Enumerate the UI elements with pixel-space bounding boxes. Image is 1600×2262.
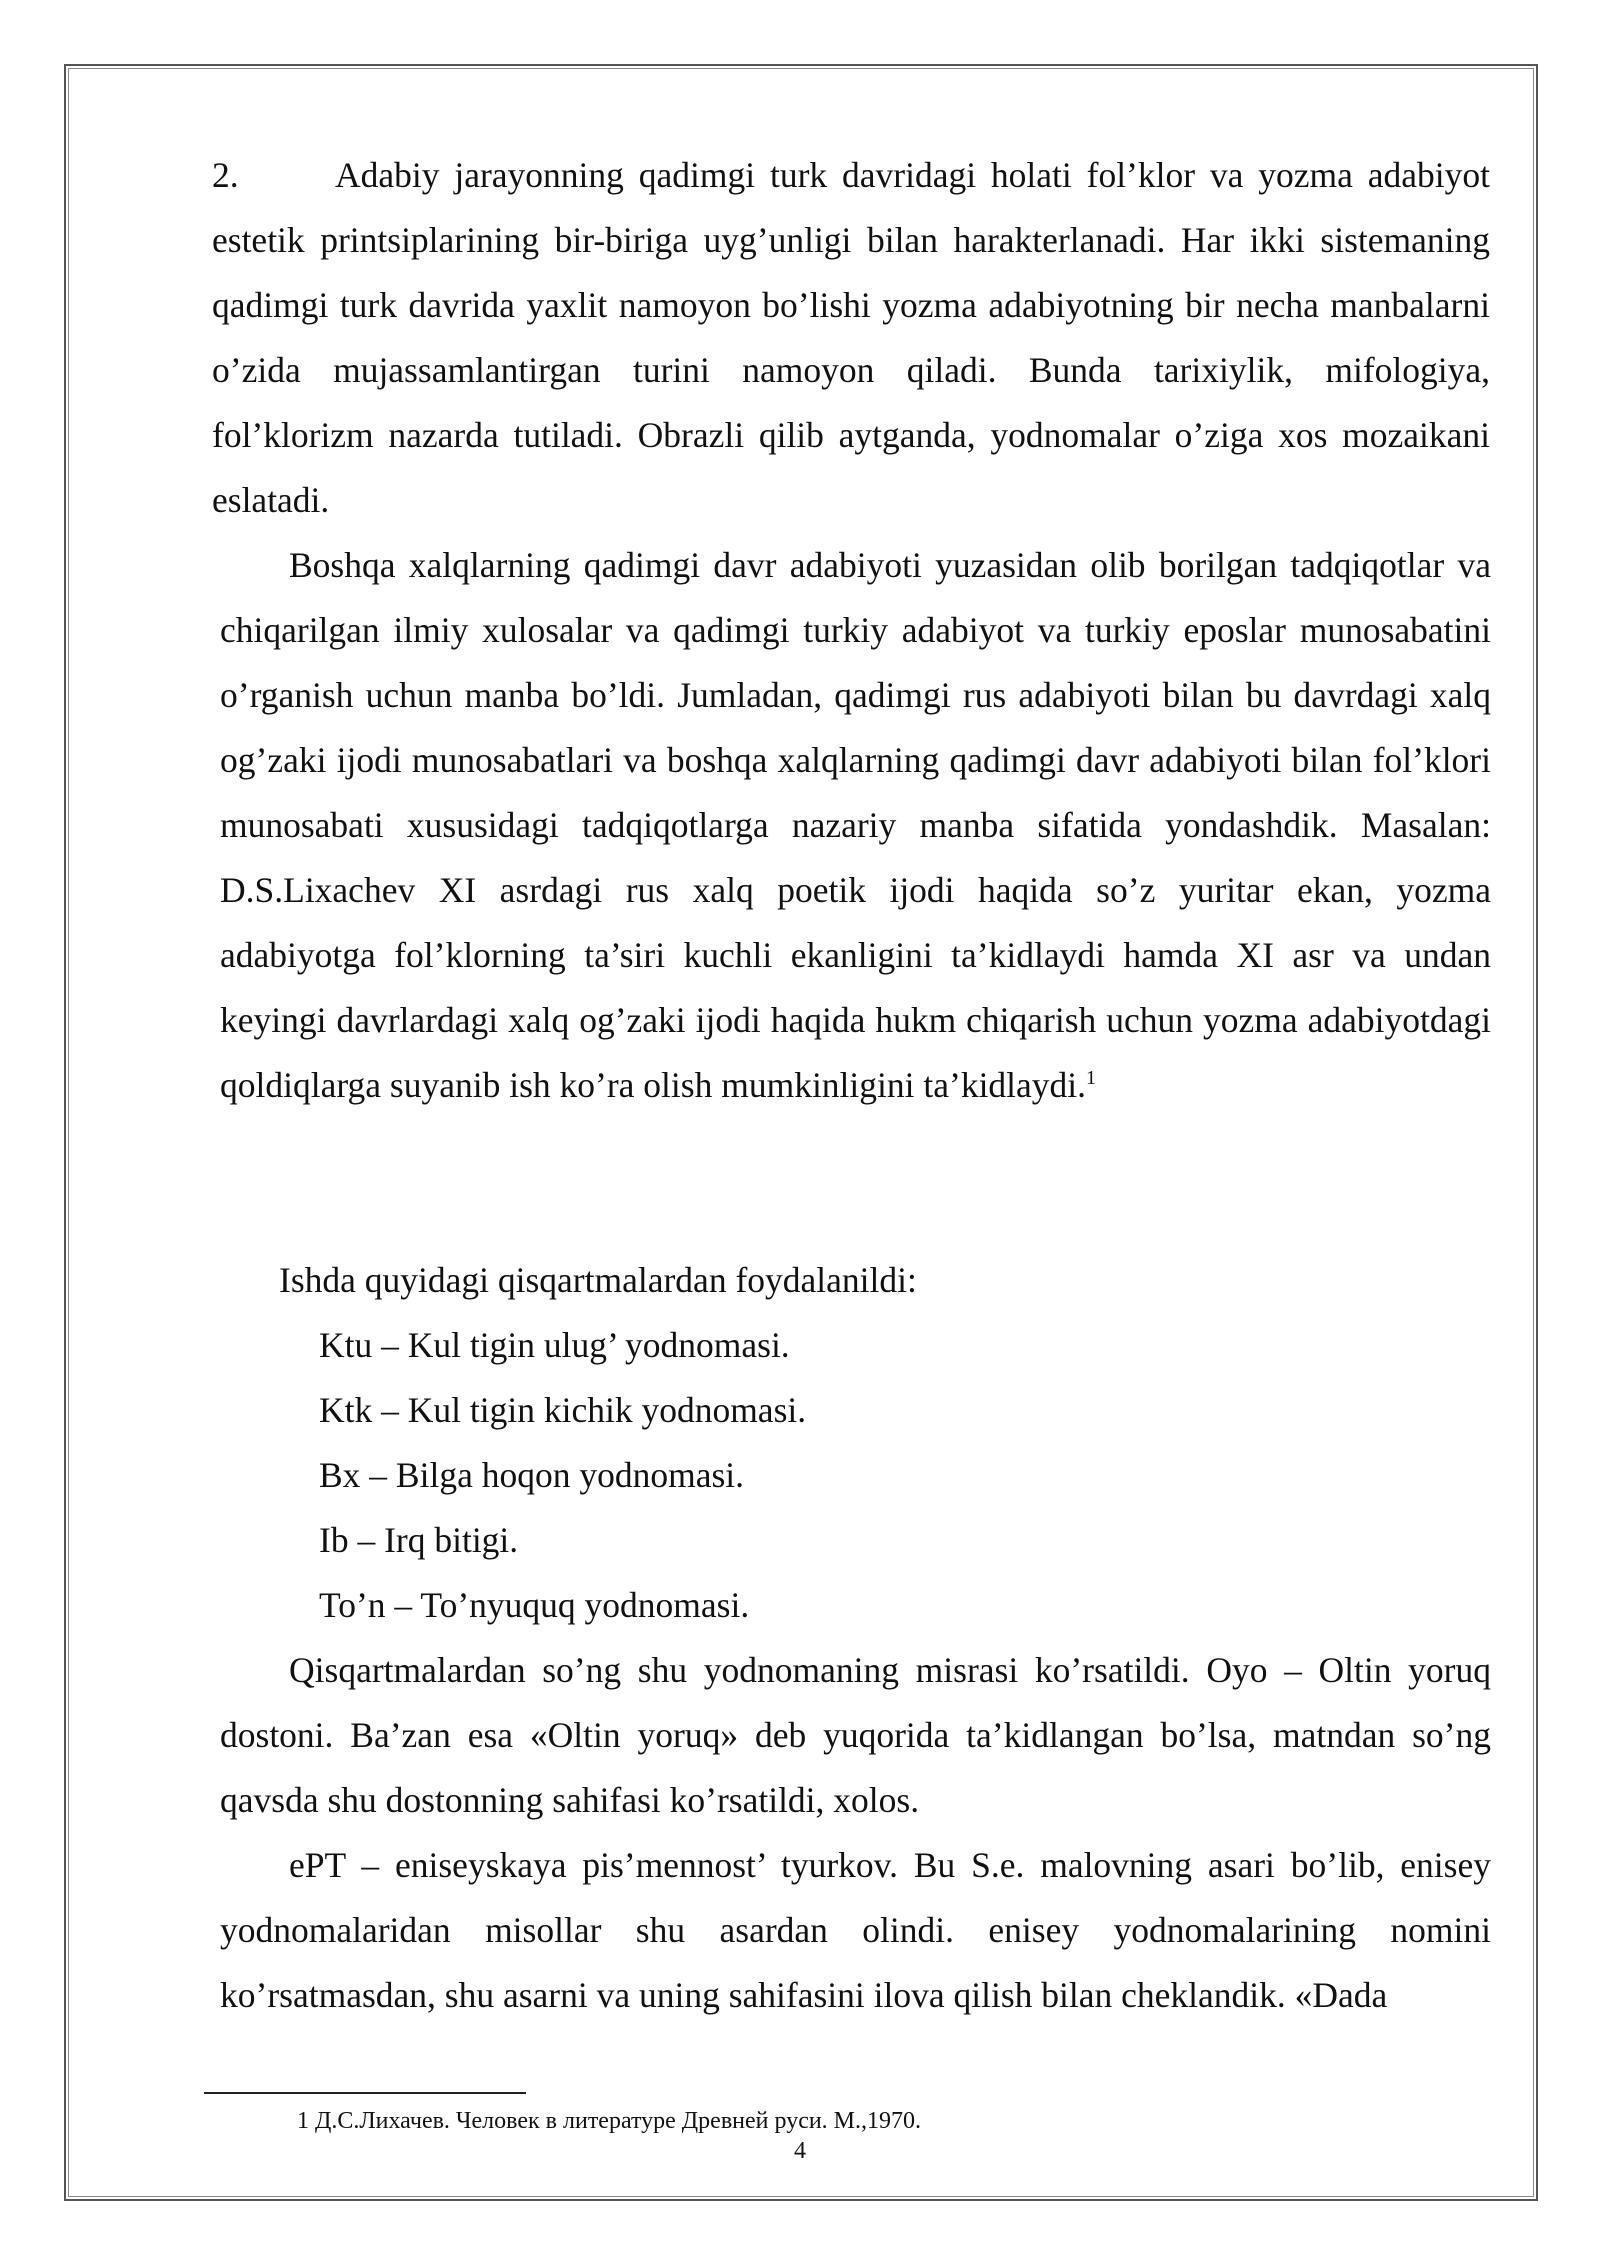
paragraph-qisqartmalar: Qisqartmalardan so’ng shu yodnomaning misrasi ko’rsatildi. Oyo – Oltin yoruq dostoni. Ba’zan esa «Oltin yoruq» deb yuqorida ta’kidlangan bo’lsa, matndan so’ng qavsda shu dostonning sahifasi ko’rsatildi, xolos. <box>220 1650 1491 1820</box>
footnote: 1 Д.С.Лихачев. Человек в литературе Древней руси. М.,1970. <box>297 2108 922 2134</box>
paragraph-lixachev <box>220 533 1491 1118</box>
paragraph-ept: ePT – eniseyskaya pis’mennost’ tyurkov. Bu S.e. malovning asari bo’lib, enisey yodnomalaridan misollar shu asardan olindi. enisey yodnomalarining nomini ko’rsatmasdan, shu asarni va uning sahifasini ilova qilish bilan cheklandik. «Dada <box>220 1845 1491 2015</box>
paragraph-text: Adabiy jarayonning qadimgi turk davridagi holati fol’klor va yozma adabiyot estetik printsiplarining bir-biriga uyg’unligi bilan harakterlanadi. Har ikki sistemaning qadimgi turk davrida yaxlit namoyon bo’lishi yozma adabiyotning bir necha manbalarni o’zida mujassamlantirgan turini namoyon qiladi. Bunda tarixiylik, mifologiya, fol’klorizm nazarda tutiladi. Obrazli qilib aytganda, yodnomalar o’ziga xos mozaikani eslatadi. <box>212 155 1490 520</box>
page-number: 4 <box>794 2138 806 2164</box>
abbreviations-list <box>319 1313 806 1638</box>
abbreviation-item: To’n – To’nyuquq yodnomasi. <box>319 1585 750 1625</box>
abbreviation-item: Ktu – Kul tigin ulug’ yodnomasi. <box>319 1325 790 1365</box>
footnote-separator <box>204 2092 526 2094</box>
paragraph-number: 2. <box>212 155 239 195</box>
abbreviation-item: Ktk – Kul tigin kichik yodnomasi. <box>319 1390 807 1430</box>
paragraph-text: Boshqa xalqlarning qadimgi davr adabiyoti yuzasidan olib borilgan tadqiqotlar va chiqarilgan ilmiy xulosalar va qadimgi turkiy adabiyot va turkiy eposlar munosabatini o’rganish uchun manba bo’ldi. Jumladan, qadimgi rus adabiyoti bilan bu davrdagi xalq og’zaki ijodi munosabatlari va boshqa xalqlarning qadimgi davr adabiyoti bilan fol’klori munosabati xususidagi tadqiqotlarga nazariy manba sifatida yondashdik. Masalan: D.S.Lixachev XI asrdagi rus xalq poetik ijodi haqida so’z yuritar ekan, yozma adabiyotga fol’klorning ta’siri kuchli ekanligini ta’kidlaydi hamda XI asr va undan keyingi davrlardagi xalq og’zaki ijodi haqida hukm chiqarish uchun yozma adabiyotdagi qoldiqlarga suyanib ish ko’ra olish mumkinligini ta’kidlaydi. <box>220 545 1491 1105</box>
abbreviation-item: Bx – Bilga hoqon yodnomasi. <box>319 1455 745 1495</box>
abbreviations-intro: Ishda quyidagi qisqartmalardan foydalanildi: <box>279 1260 917 1300</box>
footnote-reference: 1 <box>1086 1067 1097 1090</box>
paragraph-numbered <box>212 143 1490 533</box>
abbreviation-item: Ib – Irq bitigi. <box>319 1520 519 1560</box>
